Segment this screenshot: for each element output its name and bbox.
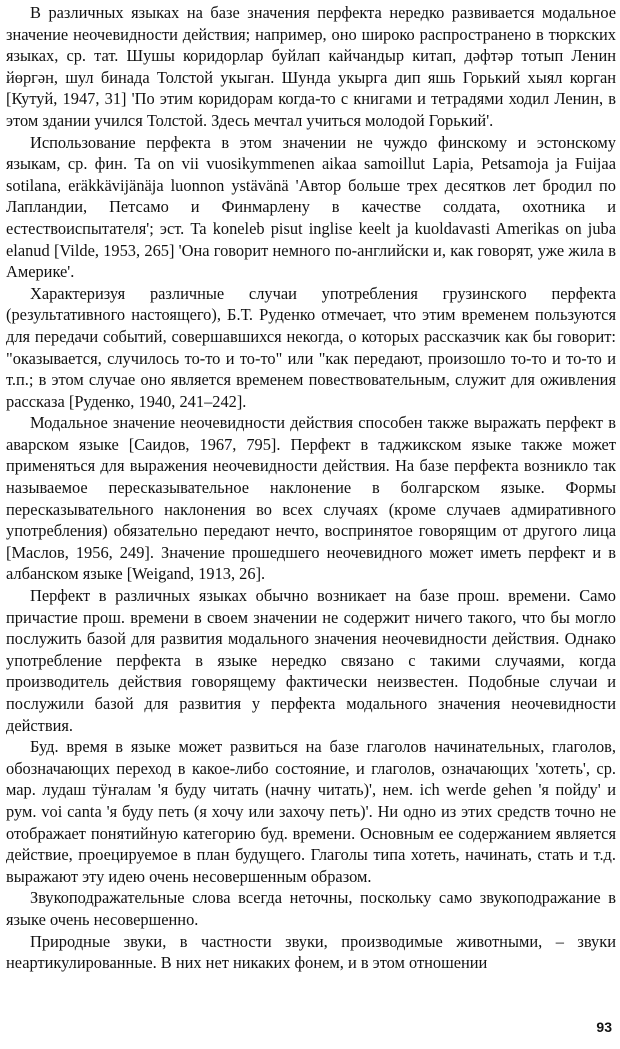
- paragraph-8: Природные звуки, в частности звуки, производимые животными, – звуки неартикулированные. В них нет никаких фонем, и в этом отношении: [6, 931, 616, 973]
- paragraph-2: Использование перфекта в этом значении не чуждо финскому и эстонскому языкам, ср. фин. Ta on vii vuosikymmenen aikaa samoillut Lapia, Petsamoja ja Fuijaa sotilana, eräkkävijänäja luonnon ystävänä 'Автор больше трех десятков лет бродил по Лапландии, Петсамо и Финмарлену в качестве солдата, охотника и естествоиспытателя'; эст. Ta koneleb pisut inglise keelt ja kuoldavasti Amerikas on juba elanud [Vilde, 1953, 265] 'Она говорит немного по-английски и, как говорят, уже жила в Америке'.: [6, 132, 616, 282]
- paragraph-7: Звукоподражательные слова всегда неточны, поскольку само звукоподражание в языке очень несовершенно.: [6, 888, 616, 929]
- page-number: 93: [596, 1019, 612, 1035]
- paragraph-1: В различных языках на базе значения перфекта нередко развивается модальное значение неочевидности действия; например, оно широко распространено в тюркских языках, ср. тат. Шушы коридорлар буйлап кайчандыр китап, дәфтәр тотып Ленин йөргән, шул бинада Толстой укыган. Шунда укырга дип яшь Горький хыял корган [Кутуй, 1947, 31] 'По этим коридорам когда-то с книгами и тетрадями ходил Ленин, в этом здании учился Толстой. Здесь мечтал учиться молодой Горький'.: [6, 3, 616, 130]
- paragraph-6: Буд. время в языке может развиться на базе глаголов начинательных, глаголов, обозначающих переход в какое-либо состояние, и глаголов, означающих 'хотеть', ср. мар. лудаш тӱҥалам 'я буду читать (начну читать)', нем. ich werde gehen 'я пойду' и рум. voi canta 'я буду петь (я хочу или захочу петь)'. Ни одно из этих средств точно не отображает понятийную категорию буд. времени. Основным ее содержанием является действие, проецируемое в план будущего. Глаголы типа хотеть, начинать, стать и т.д. выражают эту идею очень несовершенным образом.: [6, 737, 616, 886]
- paragraph-5: Перфект в различных языках обычно возникает на базе прош. времени. Само причастие прош. времени в своем значении не содержит ничего такого, что бы могло послужить базой для развития модального значения неочевидности действия. Однако употребление перфекта в языке нередко связано с такими случаями, когда производитель действия говорящему фактически неизвестен. Подобные случаи и послужили базой для развития у перфекта модального значения неочевидности действия.: [6, 586, 616, 735]
- paragraph-4: Модальное значение неочевидности действия способен также выражать перфект в аварском языке [Саидов, 1967, 795]. Перфект в таджикском языке также может применяться для выражения неочевидности действия. На базе перфекта возникло так называемое пересказывательное наклонение в болгарском языке. Формы пересказывательного наклонения во всех случаях (кроме случаев адмиративного употребления) обязательно передают нечто, воспринятое говорящим от другого лица [Маслов, 1956, 249]. Значение прошедшего неочевидного может иметь перфект и в албанском языке [Weigand, 1913, 26].: [6, 413, 616, 584]
- paragraph-3: Характеризуя различные случаи употребления грузинского перфекта (результативного настоящего), Б.Т. Руденко отмечает, что этим временем пользуются для передачи событий, совершавшихся некогда, о которых рассказчик как бы говорит: "оказывается, случилось то-то и то-то" или "как передают, произошло то-то и то-то и т.п.; в этом случае оно является временем повествовательным, служит для оживления рассказа [Руденко, 1940, 241–242].: [6, 283, 616, 411]
